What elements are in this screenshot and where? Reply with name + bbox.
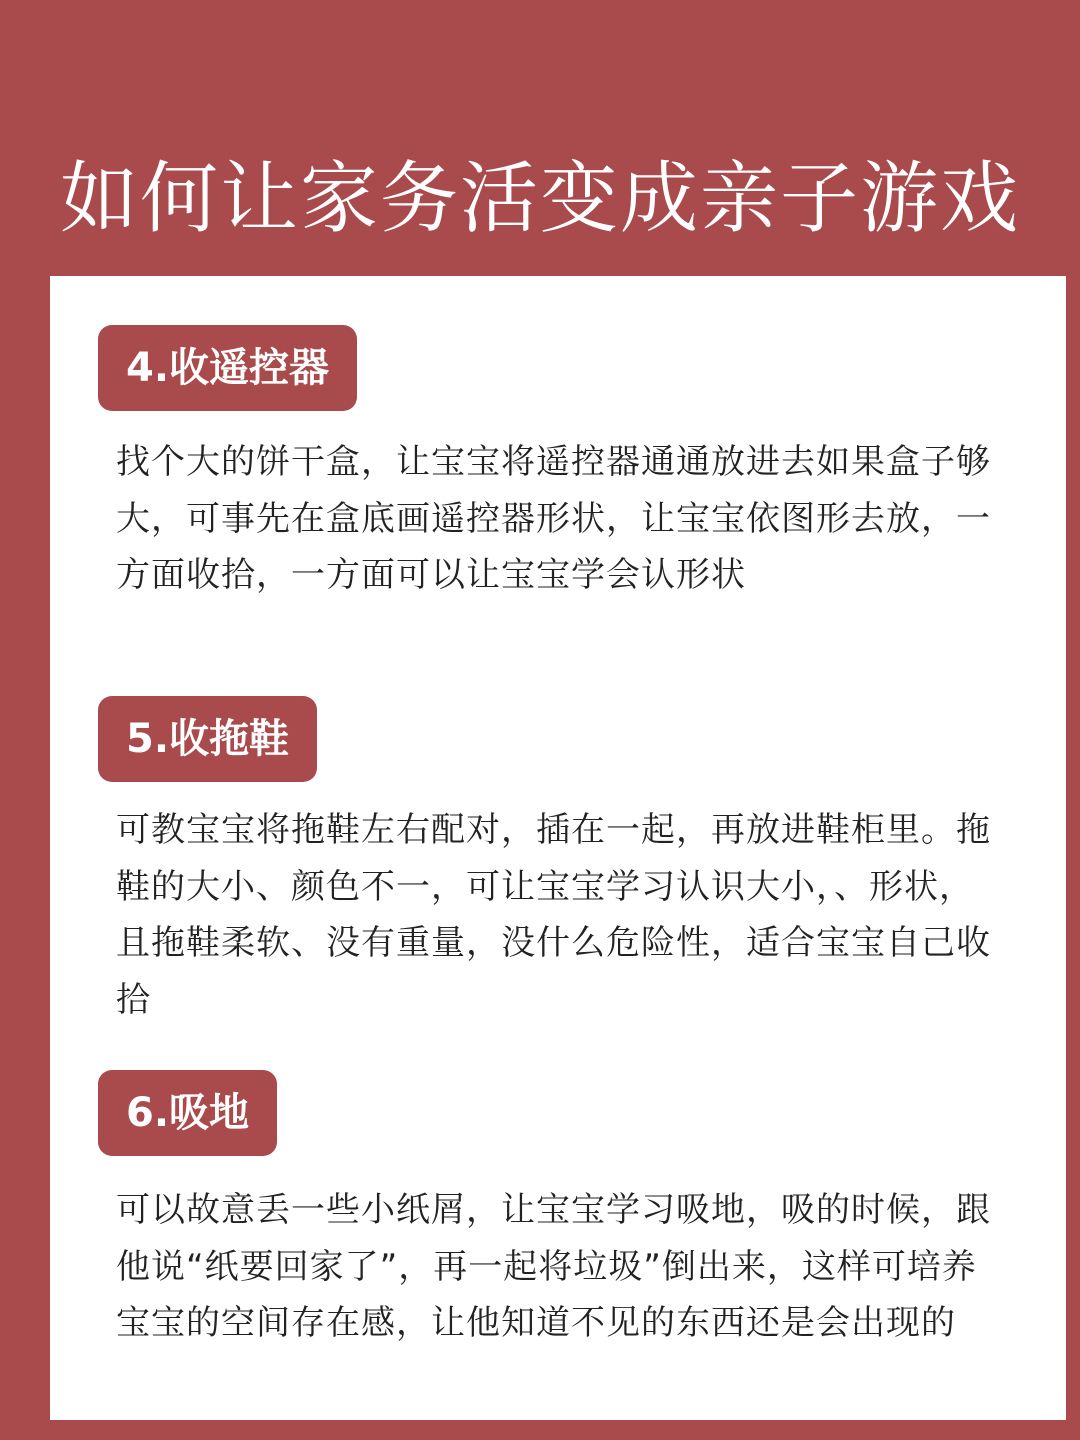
section-text-remote: 找个大的饼干盒，让宝宝将遥控器通通放进去如果盒子够大，可事先在盒底画遥控器形状，让宝宝依图形去放，一方面收拾，一方面可以让宝宝学会认形状: [116, 442, 991, 595]
section-text-slippers: 可教宝宝将拖鞋左右配对，插在一起，再放进鞋柜里。拖鞋的大小、颜色不一，可让宝宝学习认识大小，、形状，且拖鞋柔软、没有重量，没什么危险性，适合宝宝自己收拾: [116, 810, 991, 1020]
section-label-remote: 4.收遥控器: [98, 325, 357, 411]
section-text-vacuum: 可以故意丢一些小纸屑，让宝宝学习吸地，吸的时候，跟他说“纸要回家了”，再一起将垃圾”倒出来，这样可培养宝宝的空间存在感，让他知道不见的东西还是会出现的: [116, 1190, 991, 1343]
section-label-vacuum: 6.吸地: [98, 1070, 277, 1156]
section-label-slippers: 5.收拖鞋: [98, 696, 317, 782]
content-card: [50, 276, 1066, 1420]
page-title: 如何让家务活变成亲子游戏: [59, 154, 1020, 245]
